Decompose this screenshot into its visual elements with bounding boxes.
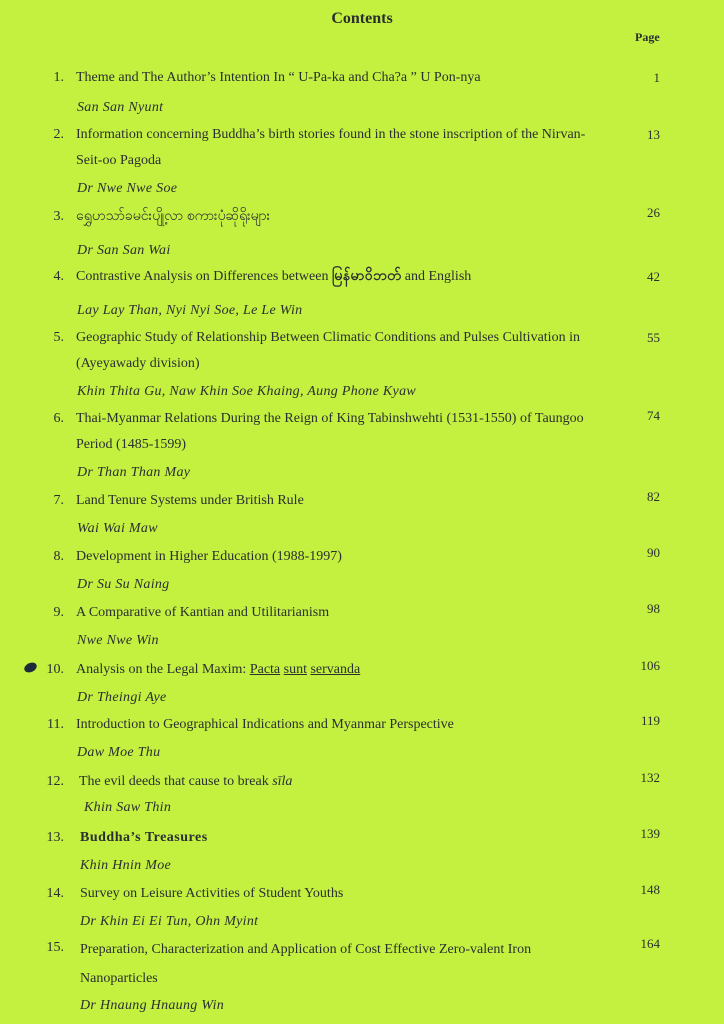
entry-title: Land Tenure Systems under British Rule — [76, 493, 304, 508]
entry-author: Dr Nwe Nwe Soe — [77, 181, 178, 196]
entry-number: 12. — [46, 774, 64, 789]
entry-author: Dr Than Than May — [77, 465, 191, 480]
entry-author: Wai Wai Maw — [77, 521, 158, 536]
entry-number: 10. — [46, 662, 64, 677]
entry-number: 11. — [47, 717, 64, 732]
entry-number: 7. — [53, 493, 64, 508]
entry-author: San San Nyunt — [77, 100, 164, 115]
entry-author: Khin Saw Thin — [84, 800, 172, 815]
entry-page: 74 — [647, 408, 660, 423]
entry-number: 13. — [46, 830, 64, 845]
entry-author: Khin Thita Gu, Naw Khin Soe Khaing, Aung Phone Kyaw — [77, 384, 417, 399]
page-column-label: Page — [635, 30, 660, 44]
entry-title: Thai-Myanmar Relations During the Reign of King Tabinshwehti (1531-1550) of Taungoo Period (1485-1599) — [76, 411, 584, 452]
entry-page: 82 — [647, 489, 660, 504]
entry-page: 119 — [640, 713, 660, 728]
entry-number: 9. — [53, 605, 64, 620]
entry-page: 55 — [647, 330, 660, 345]
entry-number: 8. — [53, 549, 64, 564]
entry-page: 26 — [647, 205, 660, 220]
entry-title: Buddha’s Treasures — [80, 830, 208, 845]
entry-author: Lay Lay Than, Nyi Nyi Soe, Le Le Win — [77, 303, 303, 318]
entry-title: Preparation, Characterization and Application of Cost Effective Zero-valent Iron Nanoparticles — [80, 942, 532, 986]
entry-title: Development in Higher Education (1988-1997) — [76, 549, 342, 564]
entry-page: 106 — [640, 658, 660, 673]
entry-author: Daw Moe Thu — [77, 745, 161, 760]
entry-number: 14. — [46, 886, 64, 901]
entry-page: 132 — [640, 770, 660, 785]
entry-number: 3. — [53, 209, 64, 224]
entry-title: Introduction to Geographical Indications and Myanmar Perspective — [76, 717, 454, 732]
entry-page: 90 — [647, 545, 660, 560]
entry-number: 15. — [46, 940, 64, 955]
entry-author: Dr Su Su Naing — [77, 577, 170, 592]
entry-number: 5. — [53, 330, 64, 345]
entry-title: A Comparative of Kantian and Utilitarianism — [76, 605, 330, 620]
entry-author: Dr Khin Ei Ei Tun, Ohn Myint — [80, 914, 259, 929]
entry-title: Survey on Leisure Activities of Student Youths — [80, 886, 344, 901]
entry-author: Dr Hnaung Hnaung Win — [80, 998, 225, 1013]
entry-title: Contrastive Analysis on Differences between မြန်မာဝိဘတ် and English — [76, 269, 472, 284]
entry-number: 4. — [53, 269, 64, 284]
entry-number: 1. — [53, 70, 64, 85]
entry-page: 42 — [647, 269, 660, 284]
entry-page: 1 — [653, 70, 660, 85]
page-title: Contents — [331, 10, 393, 27]
entry-title: The evil deeds that cause to break sīla — [79, 774, 293, 789]
entry-author: Khin Hnin Moe — [80, 858, 172, 873]
entry-number: 2. — [53, 127, 64, 142]
entry-title: Theme and The Author’s Intention In “ U-Pa-ka and Cha?a ” U Pon-nya — [76, 70, 481, 85]
entry-number: 6. — [53, 411, 64, 426]
entry-author: Nwe Nwe Win — [77, 633, 159, 648]
entry-author: Dr Theingi Aye — [77, 690, 167, 705]
entry-page: 13 — [647, 127, 660, 142]
entry-author: Dr San San Wai — [77, 243, 171, 258]
entry-title: ရွှေဟသာ်ခမင်းပျို့လာ စကားပုံဆိုရိုးများ — [76, 209, 271, 224]
entry-page: 139 — [640, 826, 660, 841]
entry-title: Geographic Study of Relationship Between Climatic Conditions and Pulses Cultivation in (Ayeyawady division) — [76, 330, 580, 371]
entry-page: 164 — [640, 936, 660, 951]
entry-page: 98 — [647, 601, 660, 616]
entry-title: Information concerning Buddha’s birth stories found in the stone inscription of the Nirvan-Seit-oo Pagoda — [76, 127, 586, 168]
entry-page: 148 — [640, 882, 660, 897]
entry-title: Analysis on the Legal Maxim: Pacta sunt servanda — [76, 662, 361, 677]
